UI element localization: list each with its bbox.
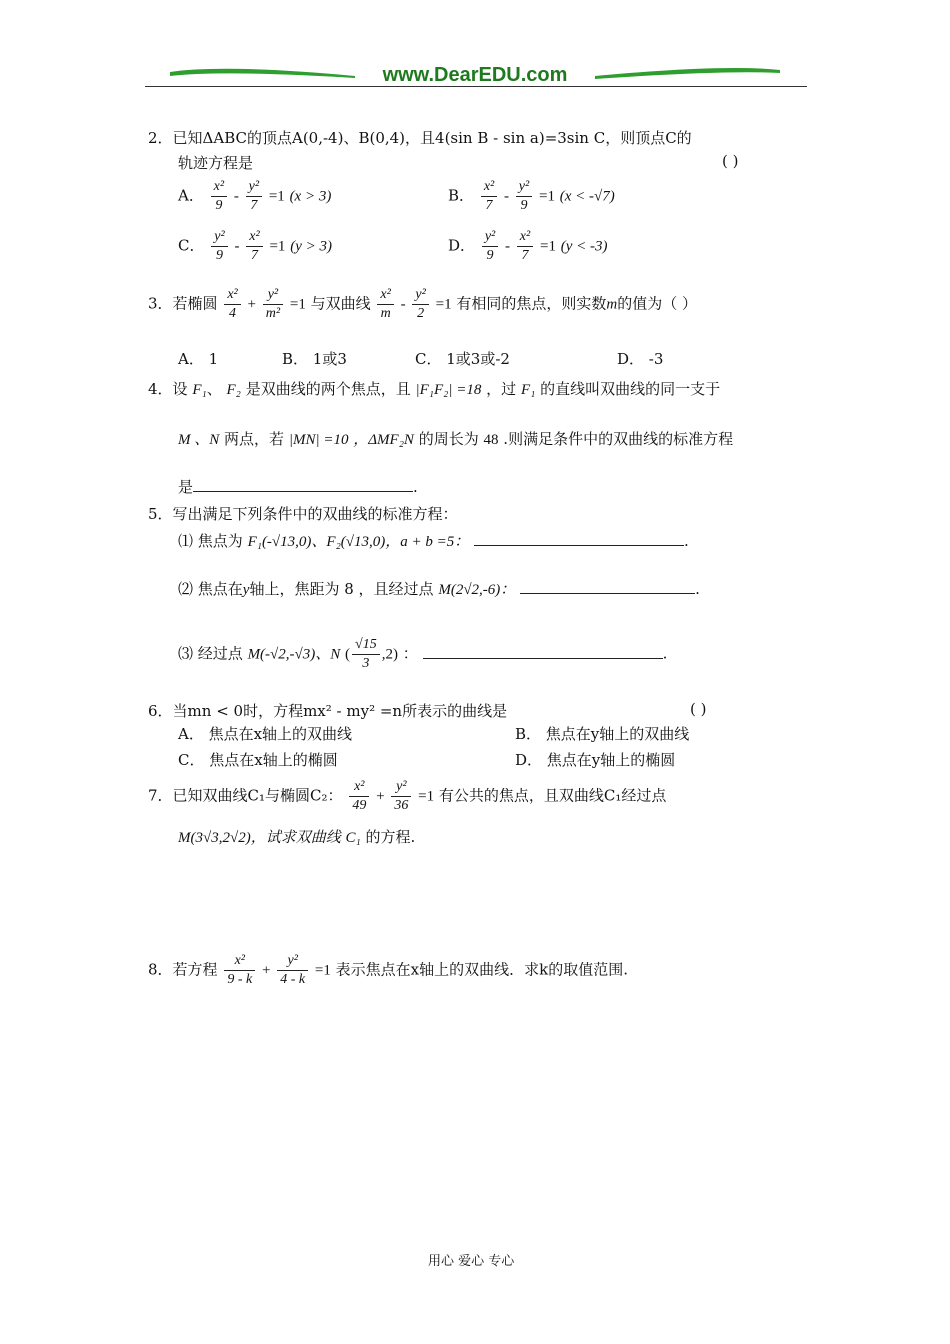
- q6-option-b: B． 焦点在y轴上的双曲线: [515, 725, 690, 743]
- site-logo: [165, 62, 785, 86]
- q6-option-c: C． 焦点在x轴上的椭圆: [178, 751, 338, 769]
- q5-answer-blank-1[interactable]: [474, 531, 684, 546]
- q2-option-c: C． $\frac{\text{y²}}{9}$ - $\frac{\text{x²}}{7}$ =1 (y > 3): [178, 229, 332, 263]
- q6-option-d: D． 焦点在y轴上的椭圆: [515, 751, 676, 769]
- q3-option-c: C． 1或3或-2: [415, 350, 510, 368]
- q5-title: 5．写出满足下列条件中的双曲线的标准方程：: [148, 505, 458, 523]
- q5-condition-2: ⑵ 焦点在y轴上，焦距为 8 ，且经过点 M(2√2,-6)： .: [178, 580, 700, 598]
- q5-condition-3: ⑶ 经过点 M(-√2,-√3)、N ( $\frac{√15}{3}$ ,2) ： .: [178, 637, 668, 671]
- q7-line1: 7．已知双曲线C₁与椭圆C₂： $\frac{\text{x²}}{49}$ + $\frac{\text{y²}}{36}$ =1 有公共的焦点，且双曲线C₁经过点: [148, 779, 667, 813]
- q2-line2: 轨迹方程是: [178, 154, 254, 172]
- q5-answer-blank-2[interactable]: [520, 579, 695, 594]
- q4-answer-blank[interactable]: [193, 477, 413, 492]
- q3-option-b: B． 1或3: [282, 350, 347, 368]
- q8-stem: 8．若方程 $\frac{\text{x²}}{9 - k}$ + $\frac{\text{y²}}{4 - k}$ =1 表示焦点在x轴上的双曲线．求k的取值范围.: [148, 953, 628, 987]
- q4-line2: M 、N 两点，若 |MN| =10 ，ΔMF₂N 的周长为 48 .则满足条件中的双曲线的标准方程: [178, 430, 734, 448]
- q6-option-a: A． 焦点在x轴上的双曲线: [178, 725, 353, 743]
- q3-option-d: D． -3: [617, 350, 664, 368]
- q3-option-a: A． 1: [178, 350, 219, 368]
- q2-option-a: A． $\frac{\text{x²}}{9}$ - $\frac{\text{y²}}{7}$ =1 (x > 3): [178, 179, 332, 213]
- q2-answer-paren: ( ): [722, 152, 739, 170]
- q2-option-b: B． $\frac{\text{x²}}{7}$ - $\frac{\text{y²}}{9}$ =1 (x < -√7): [448, 179, 615, 213]
- q2-line1: 2．已知ΔABC的顶点A(0,-4)、B(0,4)，且4(sin B - sin a)=3sin C，则顶点C的: [148, 129, 692, 147]
- header-rule: [145, 86, 807, 87]
- q6-stem: 6．当mn < 0时，方程mx² - my² =n所表示的曲线是: [148, 702, 508, 720]
- q5-condition-1: ⑴ 焦点为 F₁(-√13,0)、F₂(√13,0)，a + b =5： .: [178, 532, 689, 550]
- q7-line2: M(3√3,2√2)，试求双曲线 C₁ 的方程.: [178, 828, 416, 846]
- q5-answer-blank-3[interactable]: [423, 644, 663, 659]
- logo-text: www.DearEDU.com: [382, 64, 568, 86]
- q2-option-d: D． $\frac{\text{y²}}{9}$ - $\frac{\text{x²}}{7}$ =1 (y < -3): [448, 229, 608, 263]
- q6-answer-paren: ( ): [690, 700, 707, 718]
- page-footer: 用心 爱心 专心: [428, 1254, 515, 1269]
- q3-stem: 3．若椭圆 $\frac{\text{x²}}{4}$ + $\frac{\text{y²}}{\text{m²}}$ =1 与双曲线 $\frac{\text{x²}}{m}$ - $\frac{\text{y²}}{2}$ =1 有相同的焦点，则实数m的值为（ ）: [148, 287, 697, 321]
- q4-line1: 4．设 F₁、 F₂ 是双曲线的两个焦点，且 |F₁F₂| =18 ，过 F₁ 的直线叫双曲线的同一支于: [148, 380, 721, 398]
- q4-line3: 是 .: [178, 478, 418, 496]
